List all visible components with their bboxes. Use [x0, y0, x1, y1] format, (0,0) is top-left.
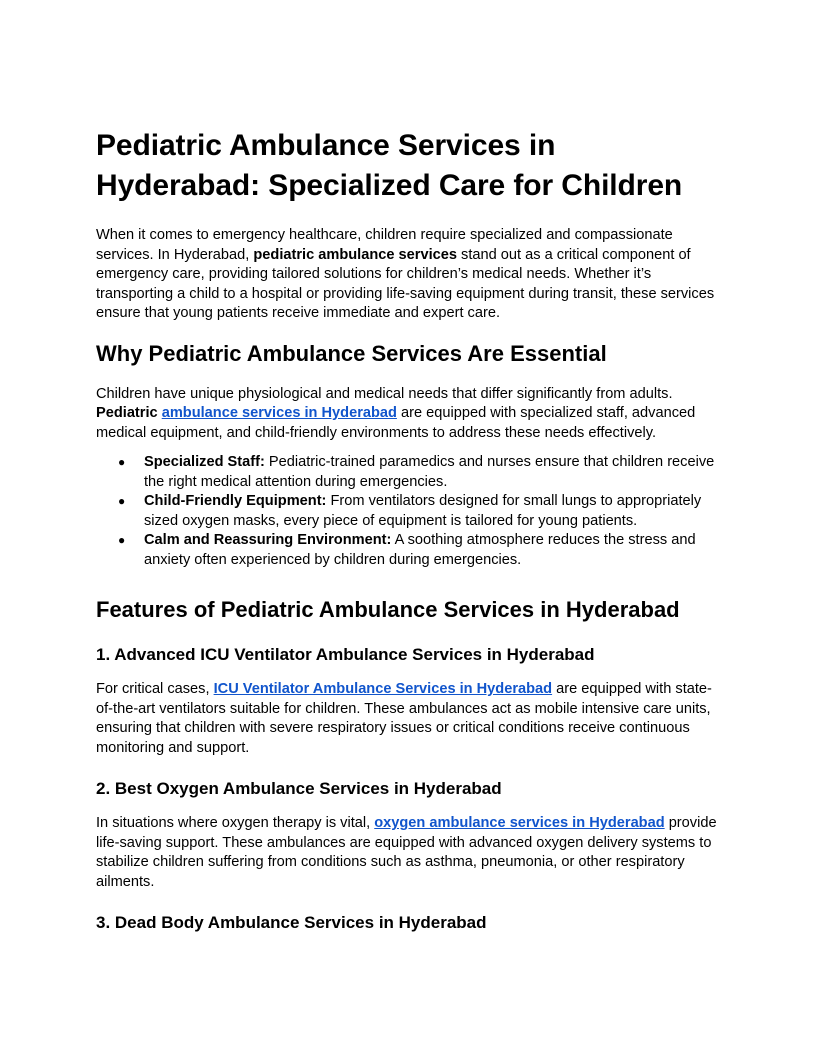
feature-heading-icu: 1. Advanced ICU Ventilator Ambulance Services in Hyderabad	[96, 645, 595, 664]
document-page	[96, 126, 724, 948]
why-section-heading: Why Pediatric Ambulance Services Are Essential	[96, 340, 607, 366]
bullet-text: From ventilators designed for small lungs to appropriately sized oxygen masks, every piece of equipment is tailored for young patients.	[144, 493, 702, 529]
features-section-heading: Features of Pediatric Ambulance Services in Hyderabad	[96, 597, 680, 622]
feature-text-before: In situations where oxygen therapy is vital,	[96, 815, 375, 831]
list-item	[118, 531, 724, 570]
icu-ventilator-link[interactable]: ICU Ventilator Ambulance Services in Hyderabad	[213, 681, 553, 697]
feature-heading-oxygen: 2. Best Oxygen Ambulance Services in Hyderabad	[96, 779, 502, 798]
bullet-bold-label: Specialized Staff:	[144, 454, 265, 470]
intro-paragraph	[96, 226, 724, 324]
feature-heading-dead-body: 3. Dead Body Ambulance Services in Hyderabad	[96, 913, 487, 932]
bullet-icon: ●	[118, 494, 126, 508]
bullet-icon: ●	[118, 455, 126, 469]
why-paragraph	[96, 385, 724, 444]
why-bullet-list	[96, 453, 724, 570]
list-item	[118, 453, 724, 492]
page-title: Pediatric Ambulance Services in Hyderabad: Specialized Care for Children	[96, 129, 683, 202]
bullet-bold-label: Child-Friendly Equipment:	[144, 493, 327, 509]
feature-paragraph-oxygen	[96, 814, 724, 892]
oxygen-ambulance-link[interactable]: oxygen ambulance services in Hyderabad	[374, 815, 665, 831]
feature-text-after: provide life-saving support. These ambulances are equipped with advanced oxygen delivery systems to stabilize children suffering from conditions such as asthma, pneumonia, or other respiratory ailments.	[96, 815, 717, 890]
feature-text-after: are equipped with state-of-the-art ventilators suitable for children. These ambulances act as mobile intensive care units, ensuring that children with severe respiratory issues or critical conditions receive continuous monitoring and support.	[96, 681, 712, 756]
why-bold-text: Pediatric	[96, 405, 162, 421]
why-text-after: are equipped with specialized staff, advanced medical equipment, and child-friendly environments to address these needs effectively.	[96, 405, 696, 441]
bullet-icon: ●	[118, 533, 126, 547]
bullet-text: Pediatric-trained paramedics and nurses ensure that children receive the right medical attention during emergencies.	[144, 454, 715, 490]
intro-text-after: stand out as a critical component of emergency care, providing tailored solutions for children’s medical needs. Whether it’s transporting a child to a hospital or providing life-saving equipment during transit, these services ensure that young patients receive immediate and expert care.	[96, 246, 715, 321]
why-text-before: Children have unique physiological and medical needs that differ significantly from adults.	[96, 385, 673, 402]
intro-bold-text: pediatric ambulance services	[253, 246, 457, 263]
bullet-bold-label: Calm and Reassuring Environment:	[144, 532, 392, 548]
intro-text-before: When it comes to emergency healthcare, children require specialized and compassionate services. In Hyderabad,	[96, 227, 673, 263]
ambulance-services-link[interactable]: ambulance services in Hyderabad	[161, 405, 397, 421]
list-item	[118, 492, 724, 531]
feature-text-before: For critical cases,	[96, 681, 214, 697]
feature-paragraph-icu	[96, 680, 724, 758]
bullet-text: A soothing atmosphere reduces the stress and anxiety often experienced by children during emergencies.	[144, 532, 696, 568]
